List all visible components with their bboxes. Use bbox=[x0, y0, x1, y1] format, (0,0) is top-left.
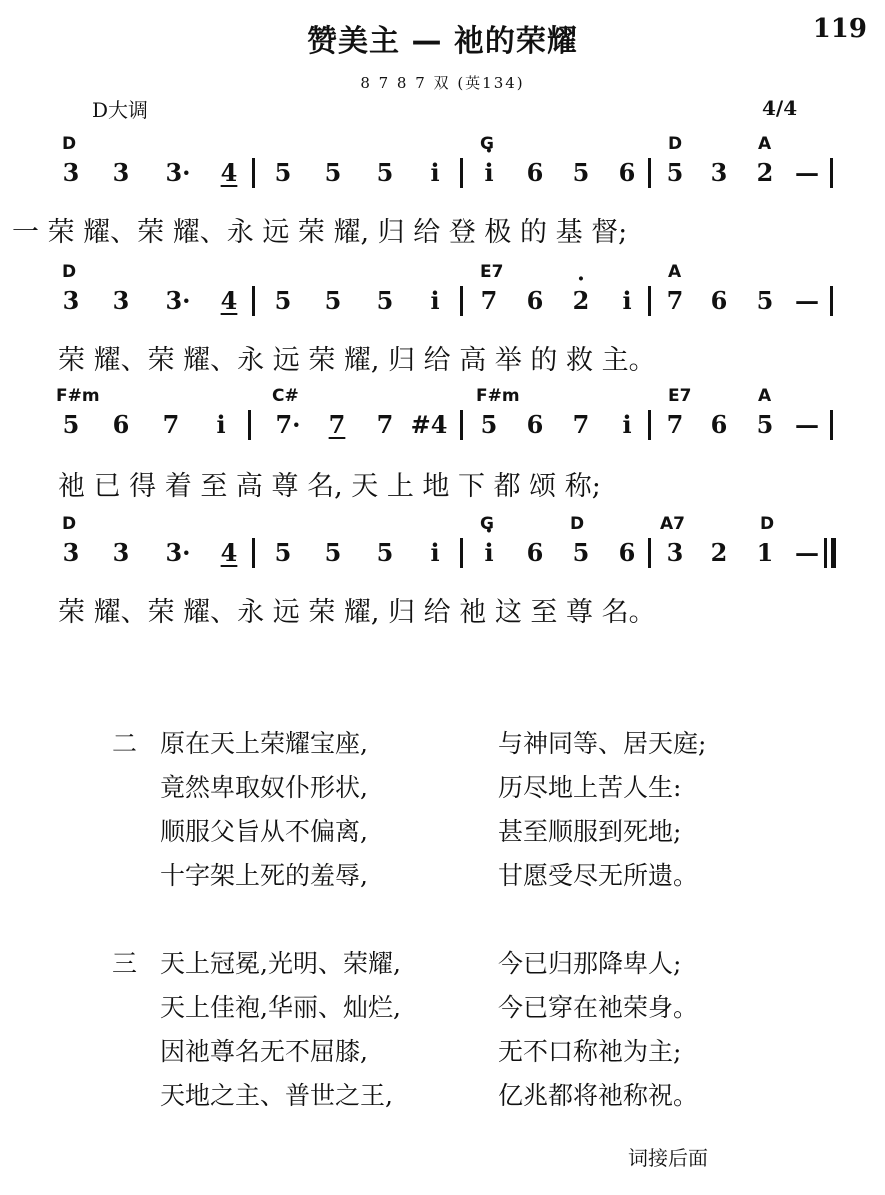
bar-line bbox=[830, 410, 833, 440]
chord-symbol: D bbox=[62, 514, 77, 534]
note: 7 bbox=[376, 410, 394, 439]
note: i bbox=[430, 158, 440, 187]
note: 5 bbox=[480, 410, 498, 439]
note: 4 bbox=[220, 286, 238, 315]
final-bar-thick bbox=[831, 538, 836, 568]
note: 6 bbox=[618, 158, 636, 187]
note: · i bbox=[474, 158, 504, 187]
verse-line-left: 天上佳袍,华丽、灿烂, bbox=[160, 993, 401, 1022]
note: 7 bbox=[328, 410, 346, 439]
note: 6 bbox=[112, 410, 130, 439]
note: 6 bbox=[618, 538, 636, 567]
bar-line bbox=[252, 158, 255, 188]
verse-line-right: 今已穿在祂荣身。 bbox=[498, 993, 699, 1022]
note: 3 bbox=[62, 286, 80, 315]
page-number: 119 bbox=[812, 14, 867, 44]
note: 4 bbox=[220, 538, 238, 567]
hymn-title: 赞美主 — 祂的荣耀 bbox=[307, 24, 578, 59]
note: #4 bbox=[410, 410, 448, 439]
note: 5 bbox=[572, 158, 590, 187]
note: 6 bbox=[526, 538, 544, 567]
note: — bbox=[795, 538, 819, 567]
chord-symbol: E7 bbox=[480, 262, 504, 282]
note: 3 bbox=[710, 158, 728, 187]
chord-symbol: A bbox=[758, 386, 772, 406]
meter-label: 8 7 8 7 双 (英134) bbox=[360, 74, 525, 92]
note: 2 bbox=[756, 158, 774, 187]
bar-line bbox=[248, 410, 251, 440]
note: i bbox=[430, 538, 440, 567]
note: i bbox=[216, 410, 226, 439]
note: · 2 bbox=[566, 286, 596, 315]
note: 5 bbox=[756, 410, 774, 439]
note: 2 bbox=[710, 538, 728, 567]
bar-line bbox=[648, 410, 651, 440]
bar-line bbox=[252, 538, 255, 568]
verse-number: 三 bbox=[112, 949, 138, 978]
verse-line-right: 历尽地上苦人生: bbox=[498, 773, 682, 802]
chord-symbol: F#m bbox=[56, 386, 100, 406]
note: 7 bbox=[666, 286, 684, 315]
note: 6 bbox=[526, 286, 544, 315]
bar-line bbox=[460, 410, 463, 440]
note: — bbox=[795, 158, 819, 187]
note: 5 bbox=[62, 410, 80, 439]
bar-line bbox=[648, 538, 651, 568]
bar-line bbox=[460, 286, 463, 316]
note: 3· bbox=[165, 286, 191, 315]
note: · i bbox=[474, 538, 504, 567]
note: 5 bbox=[376, 538, 394, 567]
time-signature: 4/4 bbox=[762, 96, 798, 120]
note: — bbox=[795, 286, 819, 315]
note: i bbox=[622, 410, 632, 439]
note: 6 bbox=[526, 158, 544, 187]
verse-line-left: 天地之主、普世之王, bbox=[160, 1081, 393, 1110]
note: 3 bbox=[112, 538, 130, 567]
verse-line-left: 顺服父旨从不偏离, bbox=[160, 817, 368, 846]
verse-line-right: 无不口称祂为主; bbox=[498, 1037, 682, 1066]
lyric-line: 荣 耀、荣 耀、永 远 荣 耀, 归 给 祂 这 至 尊 名。 bbox=[58, 597, 656, 628]
verse-line-left: 天上冠冕,光明、荣耀, bbox=[160, 949, 401, 978]
note: 5 bbox=[666, 158, 684, 187]
chord-symbol: D bbox=[62, 262, 77, 282]
note: 5 bbox=[274, 286, 292, 315]
lyric-line: 祂 已 得 着 至 高 尊 名, 天 上 地 下 都 颂 称; bbox=[58, 471, 601, 502]
note: 6 bbox=[710, 286, 728, 315]
lyric-line: 一 荣 耀、荣 耀、永 远 荣 耀, 归 给 登 极 的 基 督; bbox=[12, 217, 628, 248]
chord-symbol: A7 bbox=[660, 514, 685, 534]
chord-symbol: F#m bbox=[476, 386, 520, 406]
chord-symbol: G bbox=[480, 514, 494, 534]
chord-symbol: G bbox=[480, 134, 494, 154]
verse-line-right: 今已归那降卑人; bbox=[498, 949, 682, 978]
note: 1 bbox=[756, 538, 774, 567]
verse-line-right: 与神同等、居天庭; bbox=[498, 729, 707, 758]
note: 3 bbox=[62, 538, 80, 567]
note: 6 bbox=[526, 410, 544, 439]
note: 3· bbox=[165, 538, 191, 567]
chord-symbol: D bbox=[62, 134, 77, 154]
note: 5 bbox=[376, 158, 394, 187]
bar-line bbox=[648, 158, 651, 188]
chord-symbol: E7 bbox=[668, 386, 692, 406]
verse-line-left: 十字架上死的羞辱, bbox=[160, 861, 368, 890]
note: 3 bbox=[112, 286, 130, 315]
chord-symbol: D bbox=[668, 134, 683, 154]
bar-line bbox=[830, 158, 833, 188]
note: — bbox=[795, 410, 819, 439]
lyric-line: 荣 耀、荣 耀、永 远 荣 耀, 归 给 高 举 的 救 主。 bbox=[58, 345, 656, 376]
verse-line-left: 竟然卑取奴仆形状, bbox=[160, 773, 368, 802]
note: 3 bbox=[666, 538, 684, 567]
note: 7· bbox=[275, 410, 301, 439]
bar-line bbox=[460, 158, 463, 188]
note: 6 bbox=[710, 410, 728, 439]
note: 7 bbox=[572, 410, 590, 439]
note: 7 bbox=[480, 286, 498, 315]
note: 5 bbox=[756, 286, 774, 315]
note: 3 bbox=[112, 158, 130, 187]
note: 7 bbox=[666, 410, 684, 439]
continuation-note: 词接后面 bbox=[628, 1146, 708, 1170]
bar-line bbox=[830, 286, 833, 316]
verse-line-right: 亿兆都将祂称祝。 bbox=[498, 1081, 699, 1110]
note: 5 bbox=[324, 158, 342, 187]
note: 3 bbox=[62, 158, 80, 187]
note: 5 bbox=[274, 538, 292, 567]
note: 5 bbox=[324, 538, 342, 567]
note: 3· bbox=[165, 158, 191, 187]
chord-symbol: D bbox=[760, 514, 775, 534]
chord-symbol: D bbox=[570, 514, 585, 534]
chord-symbol: A bbox=[668, 262, 682, 282]
verse-line-right: 甚至顺服到死地; bbox=[498, 817, 682, 846]
note: 5 bbox=[572, 538, 590, 567]
note: 7 bbox=[162, 410, 180, 439]
bar-line bbox=[252, 286, 255, 316]
note: 5 bbox=[324, 286, 342, 315]
verse-line-left: 因祂尊名无不屈膝, bbox=[160, 1037, 368, 1066]
bar-line bbox=[648, 286, 651, 316]
chord-symbol: A bbox=[758, 134, 772, 154]
note: 5 bbox=[274, 158, 292, 187]
note: i bbox=[622, 286, 632, 315]
chord-symbol: C# bbox=[272, 386, 299, 406]
note: 4 bbox=[220, 158, 238, 187]
verse-number: 二 bbox=[112, 729, 138, 758]
verse-line-right: 甘愿受尽无所遗。 bbox=[498, 861, 699, 890]
final-bar-thin bbox=[824, 538, 827, 568]
note: i bbox=[430, 286, 440, 315]
note: 5 bbox=[376, 286, 394, 315]
key-signature: D大调 bbox=[92, 98, 149, 122]
verse-line-left: 原在天上荣耀宝座, bbox=[160, 729, 368, 758]
bar-line bbox=[460, 538, 463, 568]
